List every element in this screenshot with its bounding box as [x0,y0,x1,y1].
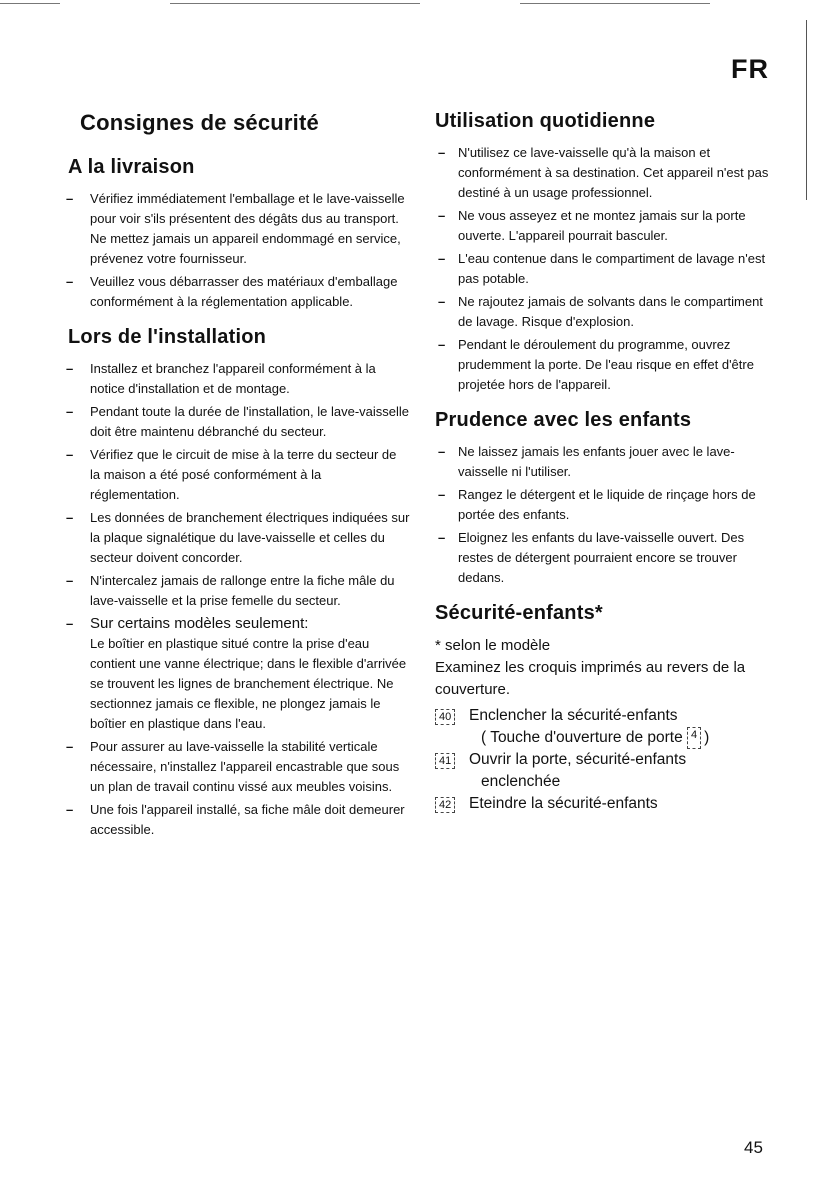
section-heading-delivery: A la livraison [68,156,195,178]
step-41-detail [435,771,780,793]
delivery-list [60,189,410,312]
list-item: – N'intercalez jamais de rallonge entre la fiche mâle du lave-vaisselle et la prise femelle du secteur. [60,571,410,611]
figure-ref-box: 41 [435,753,455,769]
page-title: Consignes de sécurité [80,110,319,135]
figure-ref-box: 4 [687,727,701,749]
list-item: – Pendant le déroulement du programme, ouvrez prudemment la porte. De l'eau risque en effet d'être projetée hors de l'appareil. [435,335,780,395]
model-note: * selon le modèle [435,637,551,654]
list-item: – Rangez le détergent et le liquide de rinçage hors de portée des enfants. [435,485,780,525]
scan-edge-line [170,3,420,4]
list-item: – Installez et branchez l'appareil conformément à la notice d'installation et de montage. [60,359,410,399]
list-item: – Vérifiez immédiatement l'emballage et le lave-vaisselle pour voir s'ils présentent des dégâts dus au transport. Ne mettez jamais un appareil endommagé en service, prévenez votre fournisseur. [60,189,410,269]
scan-edge-line [806,20,807,200]
step-text: Eteindre la sécurité-enfants [469,795,658,812]
step-detail-text: enclenchée [481,773,561,790]
step-text: Ouvrir la porte, sécurité-enfants [469,751,687,768]
list-item: – Ne laissez jamais les enfants jouer avec le lave-vaisselle ni l'utiliser. [435,442,780,482]
left-column [60,110,410,854]
daily-use-list [435,143,780,395]
certain-models-heading: Sur certains modèles seulement: [90,615,309,632]
language-code: FR [731,54,769,84]
list-item: – Veuillez vous débarrasser des matériaux d'emballage conformément à la réglementation applicable. [60,272,410,312]
list-item: – L'eau contenue dans le compartiment de lavage n'est pas potable. [435,249,780,289]
step-42 [435,793,780,815]
section-heading-child-lock: Sécurité-enfants* [435,602,603,624]
list-item: – Eloignez les enfants du lave-vaisselle ouvert. Des restes de détergent pourraient encore se trouver dedans. [435,528,780,588]
intro-text: Examinez les croquis imprimés au revers de la couverture. [435,659,746,698]
scan-edge-line [520,3,710,4]
installation-list [60,359,410,840]
step-41 [435,749,780,771]
list-item-certain-models [60,614,410,734]
list-item: – Ne rajoutez jamais de solvants dans le compartiment de lavage. Risque d'explosion. [435,292,780,332]
section-heading-daily-use: Utilisation quotidienne [435,110,656,132]
list-item: – Ne vous asseyez et ne montez jamais sur la porte ouverte. L'appareil pourrait basculer. [435,206,780,246]
list-item: – N'utilisez ce lave-vaisselle qu'à la maison et conformément à sa destination. Cet appareil n'est pas destiné à un usage professionnel. [435,143,780,203]
page-number: 45 [744,1138,763,1157]
list-item: – Pour assurer au lave-vaisselle la stabilité verticale nécessaire, n'installez l'appareil encastrable que sous un plan de travail continu vissé aux meubles voisins. [60,737,410,797]
step-40-detail [435,727,780,749]
right-column [435,110,780,815]
step-detail-close: ) [704,729,710,746]
step-detail-text: ( Touche d'ouverture de porte [481,729,683,746]
figure-ref-box: 40 [435,709,455,725]
certain-models-text: Le boîtier en plastique situé contre la prise d'eau contient une vanne électrique; dans le flexible d'arrivée se trouvent les lignes de branchement électrique. Ne sectionnez jamais ce flexible, ne plongez jamais le boîtier en plastique dans l'eau. [90,636,407,731]
list-item: – Pendant toute la durée de l'installation, le lave-vaisselle doit être maintenu débranché du secteur. [60,402,410,442]
list-item: – Une fois l'appareil installé, sa fiche mâle doit demeurer accessible. [60,800,410,840]
step-40 [435,705,780,727]
section-heading-installation: Lors de l'installation [68,326,267,348]
step-text: Enclencher la sécurité-enfants [469,707,678,724]
scan-edge-line [0,3,60,4]
list-item: – Les données de branchement électriques indiquées sur la plaque signalétique du lave-vaisselle et celles du secteur doivent concorder. [60,508,410,568]
figure-ref-box: 42 [435,797,455,813]
children-list [435,442,780,588]
list-item: – Vérifiez que le circuit de mise à la terre du secteur de la maison a été posé conformément à la réglementation. [60,445,410,505]
section-heading-children: Prudence avec les enfants [435,409,692,431]
